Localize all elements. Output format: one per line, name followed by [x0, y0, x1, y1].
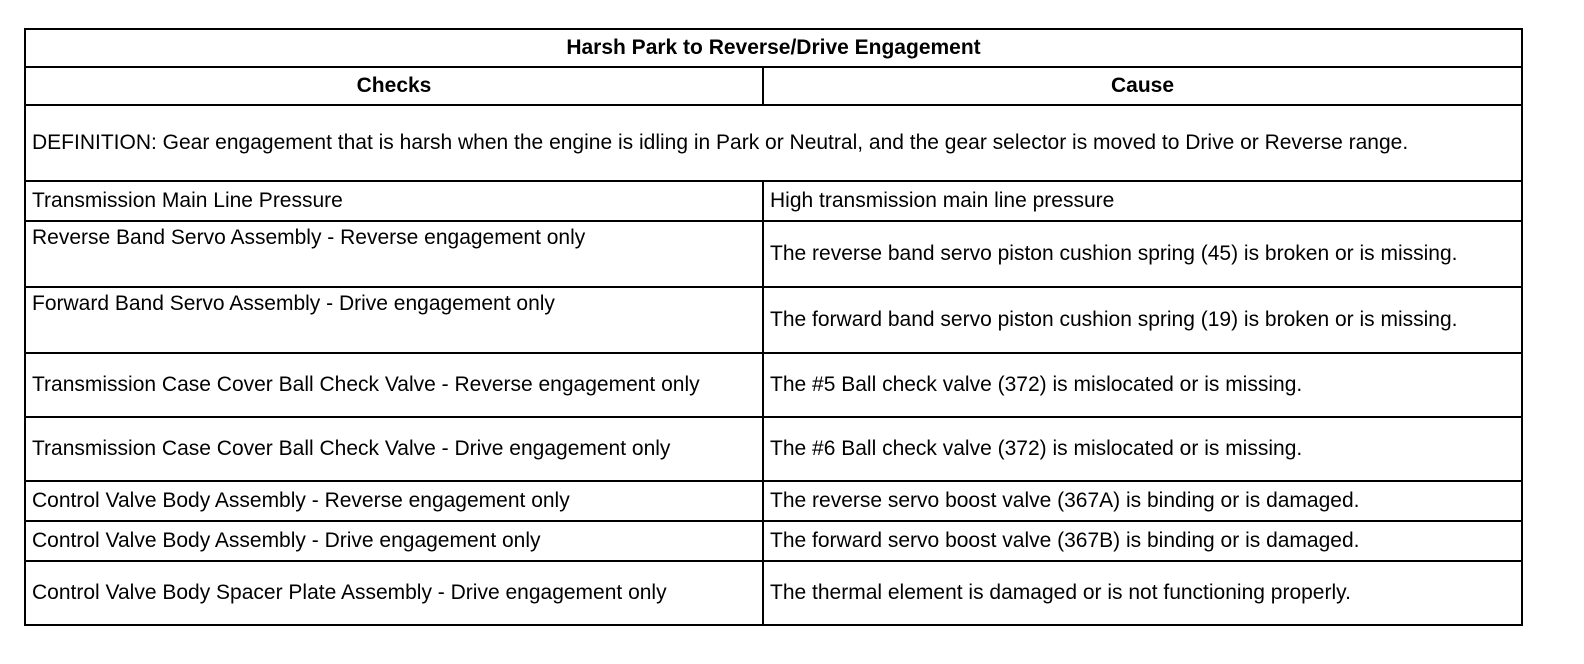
check-cell: Transmission Main Line Pressure	[25, 181, 763, 221]
table-row	[25, 353, 1522, 417]
table-header-row	[25, 67, 1522, 105]
definition-row	[25, 105, 1522, 181]
cause-cell: High transmission main line pressure	[763, 181, 1522, 221]
column-header-cause: Cause	[763, 67, 1522, 105]
check-cell: Transmission Case Cover Ball Check Valve - Reverse engagement only	[25, 353, 763, 417]
table-title: Harsh Park to Reverse/Drive Engagement	[25, 29, 1522, 67]
check-cell: Control Valve Body Assembly - Drive engagement only	[25, 521, 763, 561]
table-row	[25, 481, 1522, 521]
cause-cell: The forward servo boost valve (367B) is binding or is damaged.	[763, 521, 1522, 561]
table-row	[25, 221, 1522, 287]
column-header-checks: Checks	[25, 67, 763, 105]
table-row	[25, 521, 1522, 561]
cause-cell: The #5 Ball check valve (372) is mislocated or is missing.	[763, 353, 1522, 417]
cause-cell: The reverse band servo piston cushion spring (45) is broken or is missing.	[763, 221, 1522, 287]
table-row	[25, 181, 1522, 221]
definition-text: DEFINITION: Gear engagement that is harsh when the engine is idling in Park or Neutral, and the gear selector is moved to Drive or Reverse range.	[25, 105, 1522, 181]
table-title-row	[25, 29, 1522, 67]
check-cell: Reverse Band Servo Assembly - Reverse engagement only	[25, 221, 763, 287]
cause-cell: The thermal element is damaged or is not functioning properly.	[763, 561, 1522, 625]
check-cell: Transmission Case Cover Ball Check Valve - Drive engagement only	[25, 417, 763, 481]
check-cell: Control Valve Body Spacer Plate Assembly - Drive engagement only	[25, 561, 763, 625]
diagnostic-table	[24, 28, 1523, 626]
cause-cell: The forward band servo piston cushion spring (19) is broken or is missing.	[763, 287, 1522, 353]
cause-cell: The reverse servo boost valve (367A) is binding or is damaged.	[763, 481, 1522, 521]
check-cell: Forward Band Servo Assembly - Drive engagement only	[25, 287, 763, 353]
table-row	[25, 287, 1522, 353]
check-cell: Control Valve Body Assembly - Reverse engagement only	[25, 481, 763, 521]
table-row	[25, 561, 1522, 625]
cause-cell: The #6 Ball check valve (372) is mislocated or is missing.	[763, 417, 1522, 481]
table-row	[25, 417, 1522, 481]
